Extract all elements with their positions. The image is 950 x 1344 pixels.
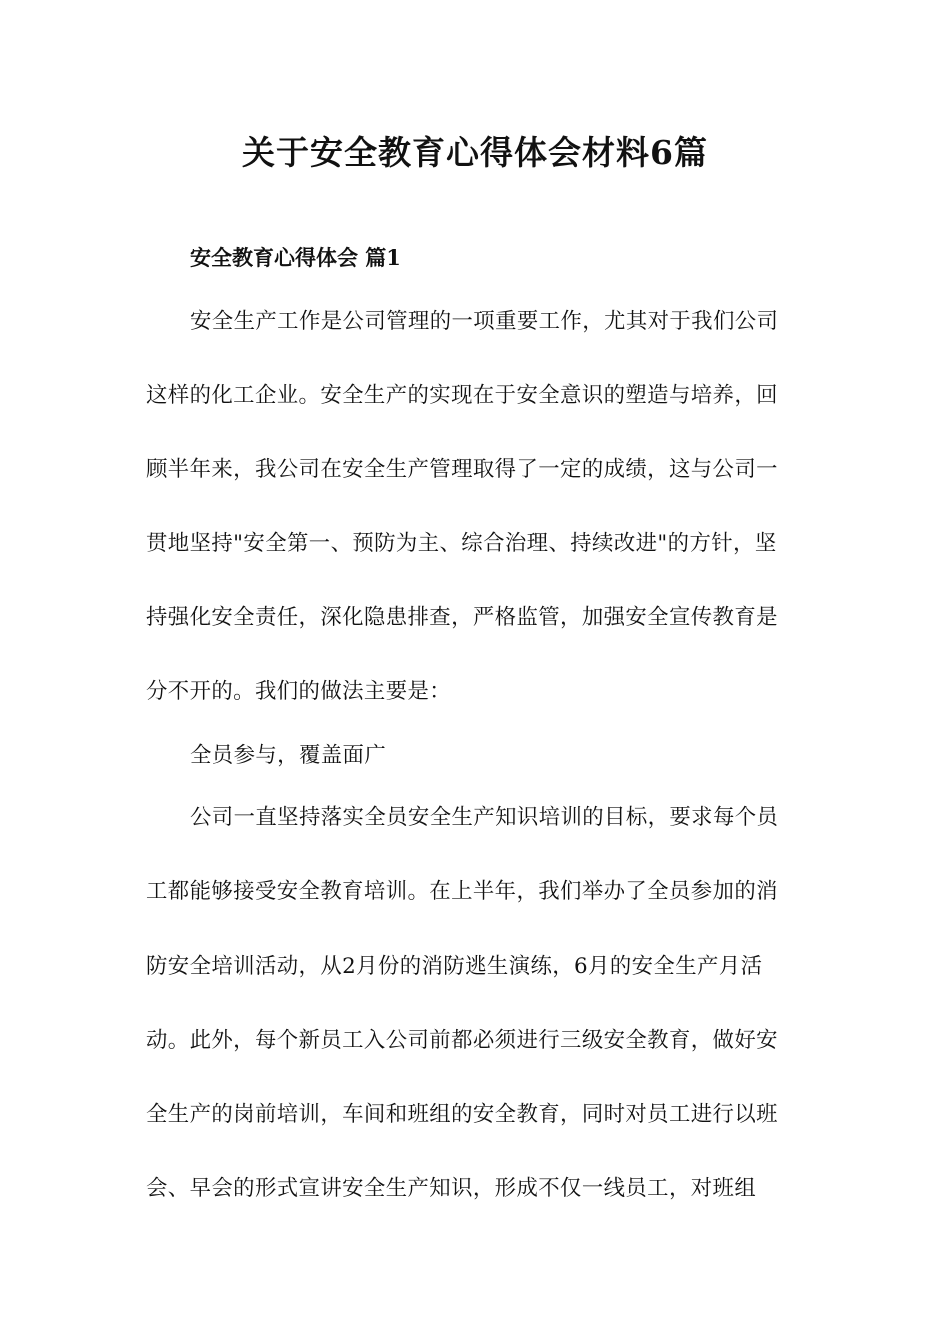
subheading-line: 全员参与，覆盖面广 xyxy=(190,743,387,768)
paragraph-line: 这样的化工企业。安全生产的实现在于安全意识的塑造与培养，回 xyxy=(146,383,778,408)
paragraph-line: 顾半年来，我公司在安全生产管理取得了一定的成绩，这与公司一 xyxy=(146,457,778,482)
paragraph-line: 分不开的。我们的做法主要是： xyxy=(146,679,452,704)
paragraph-line: 公司一直坚持落实全员安全生产知识培训的目标，要求每个员 xyxy=(190,805,779,830)
paragraph-line: 持强化安全责任，深化隐患排查，严格监管，加强安全宣传教育是 xyxy=(146,605,778,630)
paragraph-line: 动。此外，每个新员工入公司前都必须进行三级安全教育，做好安 xyxy=(146,1028,778,1053)
section-heading: 安全教育心得体会 篇1 xyxy=(190,245,401,270)
paragraph-line: 贯地坚持"安全第一、预防为主、综合治理、持续改进"的方针，坚 xyxy=(146,531,777,556)
paragraph-line: 会、早会的形式宣讲安全生产知识，形成不仅一线员工，对班组 xyxy=(146,1176,757,1201)
document-title: 关于安全教育心得体会材料6篇 xyxy=(242,133,708,172)
paragraph-line: 全生产的岗前培训，车间和班组的安全教育，同时对员工进行以班 xyxy=(146,1102,778,1127)
paragraph-line: 防安全培训活动，从2月份的消防逃生演练，6月的安全生产月活 xyxy=(146,954,763,979)
paragraph-line: 工都能够接受安全教育培训。在上半年，我们举办了全员参加的消 xyxy=(146,879,778,904)
paragraph-line: 安全生产工作是公司管理的一项重要工作，尤其对于我们公司 xyxy=(190,309,779,334)
